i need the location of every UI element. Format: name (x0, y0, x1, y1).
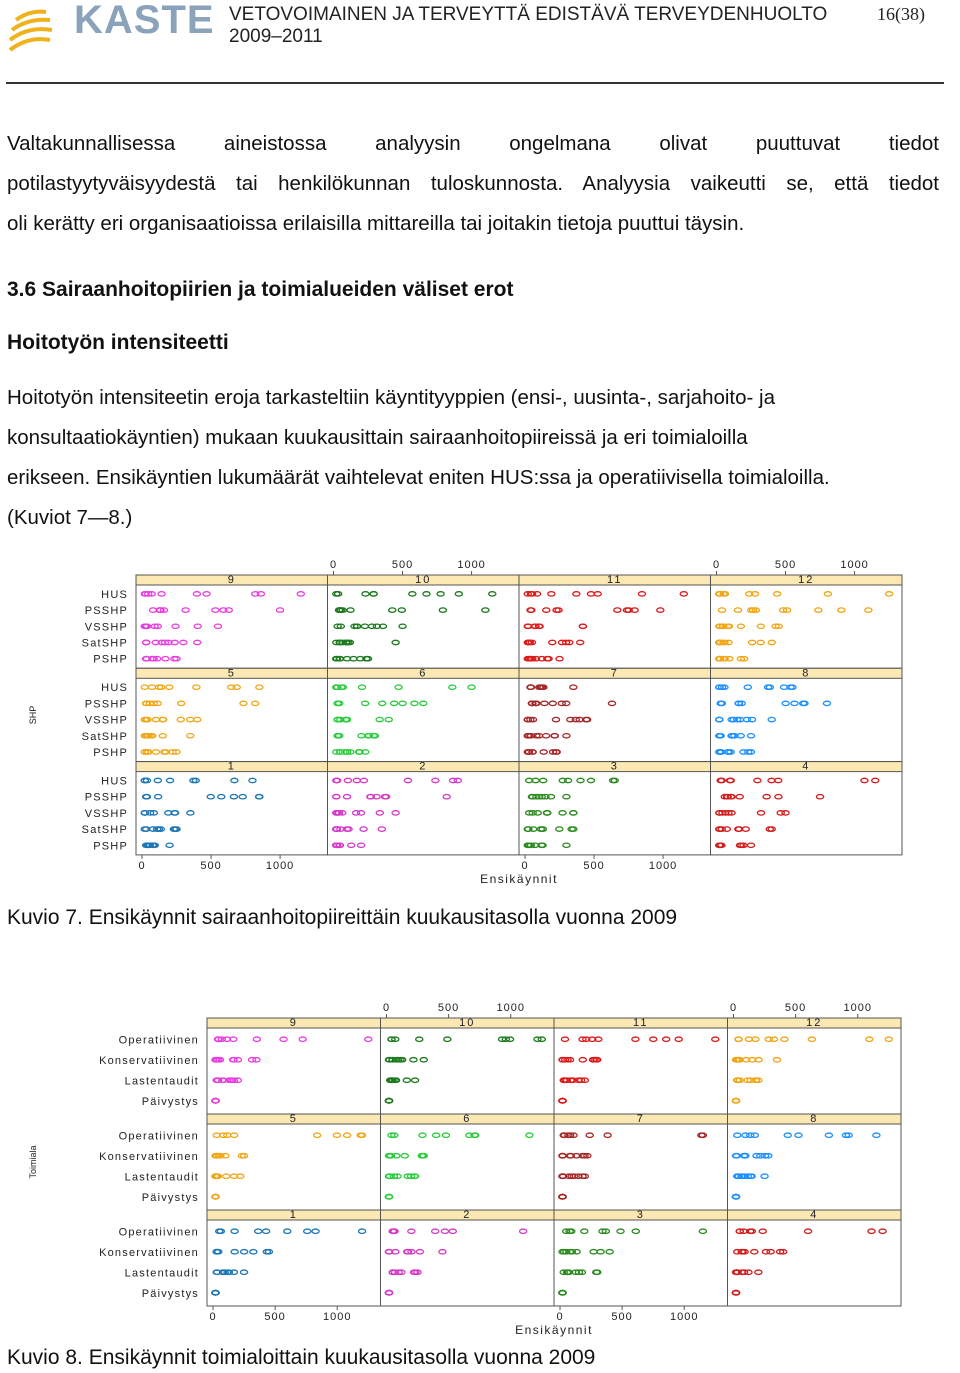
category-label: VSSHP (84, 807, 128, 820)
panel-month-label: 6 (419, 667, 428, 680)
panel-month-label: 11 (607, 574, 623, 586)
panel-month-label: 2 (419, 760, 428, 773)
panel-month-label: 5 (227, 667, 236, 680)
panel-month-label: 10 (459, 1017, 476, 1029)
tick-label: 500 (784, 1002, 807, 1014)
intro-line-2: potilastyytyväisyydestä tai henkilökunnan tuloskunnosta. Analyysia vaikeutti se, että tiedot (7, 172, 939, 195)
logo-text: KASTE (74, 0, 215, 42)
category-label: SatSHP (81, 730, 128, 743)
intro-paragraph (7, 124, 939, 244)
tick-label: 0 (712, 559, 721, 571)
section-line-2: konsultaatiokäyntien) mukaan kuukausittain sairaanhoitopiireissä ja eri toimialoilla (7, 426, 748, 449)
category-label: Lastentaudit (124, 1267, 199, 1280)
panel-month-label: 12 (798, 574, 815, 586)
tick-label: 500 (583, 859, 605, 872)
panel-month-label: 9 (227, 574, 236, 586)
category-label: PSSHP (84, 791, 128, 804)
category-label: Lastentaudit (124, 1075, 199, 1088)
panel-month-label: 7 (610, 667, 619, 680)
panel-month-label: 2 (463, 1209, 472, 1221)
panel-frame (711, 575, 903, 668)
tick-label: 0 (729, 1002, 738, 1014)
section-line-3: erikseen. Ensikäyntien lukumäärät vaihtelevat eniten HUS:ssa ja operatiivisella toimialoilla. (7, 466, 830, 489)
page-number: 16(38) (877, 4, 925, 24)
tick-label: 500 (774, 559, 797, 571)
panel-frame (554, 1114, 728, 1210)
section-line-4: (Kuviot 7—8.) (7, 506, 133, 529)
y-axis-label: Toimiala (28, 1145, 38, 1179)
panel-month-label: 8 (802, 667, 811, 680)
figure-8-chart (0, 995, 960, 1343)
tick-label: 500 (437, 1002, 460, 1014)
panel-frame (207, 1018, 381, 1114)
category-label: Konservatiivinen (99, 1054, 199, 1067)
panel-frame (728, 1018, 902, 1114)
x-axis-label: Ensikäynnit (480, 871, 558, 886)
section-subheading: Hoitotyön intensiteetti (7, 331, 229, 354)
category-label: HUS (101, 682, 128, 695)
section-paragraph (7, 378, 952, 538)
category-label: HUS (101, 588, 128, 601)
kaste-logo-icon (6, 6, 72, 58)
tick-label: 1000 (265, 859, 295, 872)
panel-month-label: 4 (810, 1209, 819, 1221)
section-line-1: Hoitotyön intensiteetin eroja tarkasteltiin käyntityyppien (ensi-, uusinta-, sarjahoito- ja (7, 386, 775, 409)
tick-label: 0 (329, 559, 338, 571)
category-label: VSSHP (84, 714, 128, 727)
category-label: SatSHP (81, 637, 128, 650)
panel-frame (554, 1018, 728, 1114)
tick-label: 1000 (457, 559, 486, 571)
panel-frame (328, 668, 520, 761)
tick-label: 500 (200, 859, 222, 872)
panel-month-label: 11 (633, 1017, 649, 1029)
panel-month-label: 3 (636, 1209, 645, 1221)
y-axis-label: SHP (28, 705, 38, 725)
tick-label: 0 (382, 1002, 391, 1014)
category-label: Operatiivinen (118, 1130, 199, 1143)
x-axis-label: Ensikäynnit (515, 1323, 593, 1337)
tick-label: 1000 (648, 859, 678, 872)
category-label: PSHP (93, 840, 128, 853)
panel-month-label: 5 (289, 1113, 298, 1125)
header-title (229, 4, 827, 48)
tick-label: 1000 (840, 559, 869, 571)
panel-frame (328, 762, 520, 855)
category-label: Päivystys (141, 1095, 199, 1108)
panel-frame (519, 668, 711, 761)
category-label: PSSHP (84, 605, 128, 618)
panel-frame (554, 1210, 728, 1306)
header-title-line2: 2009–2011 (229, 26, 323, 47)
category-label: Konservatiivinen (99, 1150, 199, 1163)
panel-frame (136, 762, 328, 855)
panel-frame (136, 668, 328, 761)
panel-frame (381, 1210, 555, 1306)
panel-month-label: 7 (636, 1113, 645, 1125)
panel-frame (519, 762, 711, 855)
panel-month-label: 12 (806, 1017, 823, 1029)
panel-frame (728, 1210, 902, 1306)
panel-frame (711, 668, 903, 761)
category-label: Päivystys (141, 1191, 199, 1204)
panel-month-label: 9 (289, 1017, 298, 1029)
category-label: Lastentaudit (124, 1171, 199, 1184)
category-label: Konservatiivinen (99, 1246, 199, 1259)
figure-7-caption: Kuvio 7. Ensikäynnit sairaanhoitopiireittäin kuukausitasolla vuonna 2009 (7, 906, 678, 929)
panel-frame (207, 1114, 381, 1210)
intro-line-3: oli kerätty eri organisaatioissa erilaisilla mittareilla tai joitakin tietoja puuttui täysin. (7, 212, 745, 235)
category-label: PSSHP (84, 698, 128, 711)
tick-label: 500 (264, 1311, 286, 1323)
category-label: Päivystys (141, 1287, 199, 1300)
panel-frame (381, 1018, 555, 1114)
tick-label: 0 (138, 859, 146, 872)
panel-frame (136, 575, 328, 668)
tick-label: 500 (611, 1311, 633, 1323)
category-label: VSSHP (84, 621, 128, 634)
panel-month-label: 10 (415, 574, 432, 586)
category-label: PSHP (93, 653, 128, 666)
panel-month-label: 6 (463, 1113, 472, 1125)
tick-label: 0 (556, 1311, 564, 1323)
intro-line-1: Valtakunnallisessa aineistossa analyysin ongelmana olivat puuttuvat tiedot (7, 132, 939, 155)
panel-frame (728, 1114, 902, 1210)
header-rule (6, 82, 944, 84)
tick-label: 0 (209, 1311, 217, 1323)
panel-frame (381, 1114, 555, 1210)
tick-label: 500 (391, 559, 414, 571)
tick-label: 1000 (496, 1002, 525, 1014)
panel-frame (207, 1210, 381, 1306)
panel-month-label: 4 (802, 760, 811, 773)
panel-month-label: 1 (289, 1209, 298, 1221)
tick-label: 1000 (322, 1311, 352, 1323)
section-heading: 3.6 Sairaanhoitopiirien ja toimialueiden väliset erot (7, 278, 514, 301)
panel-month-label: 3 (610, 760, 619, 773)
figure-7-chart (0, 552, 960, 897)
panel-frame (519, 575, 711, 668)
category-label: Operatiivinen (118, 1226, 199, 1239)
panel-month-label: 1 (227, 760, 236, 773)
panel-frame (328, 575, 520, 668)
category-label: Operatiivinen (118, 1034, 199, 1047)
category-label: SatSHP (81, 824, 128, 837)
tick-label: 1000 (843, 1002, 872, 1014)
tick-label: 0 (521, 859, 529, 872)
header-title-line1: VETOVOIMAINEN JA TERVEYTTÄ EDISTÄVÄ TERVEYDENHUOLTO (229, 4, 828, 25)
tick-label: 1000 (669, 1311, 699, 1323)
panel-month-label: 8 (810, 1113, 819, 1125)
panel-frame (711, 762, 903, 855)
category-label: HUS (101, 775, 128, 788)
category-label: PSHP (93, 747, 128, 760)
figure-8-caption: Kuvio 8. Ensikäynnit toimialoittain kuukausitasolla vuonna 2009 (7, 1346, 596, 1369)
